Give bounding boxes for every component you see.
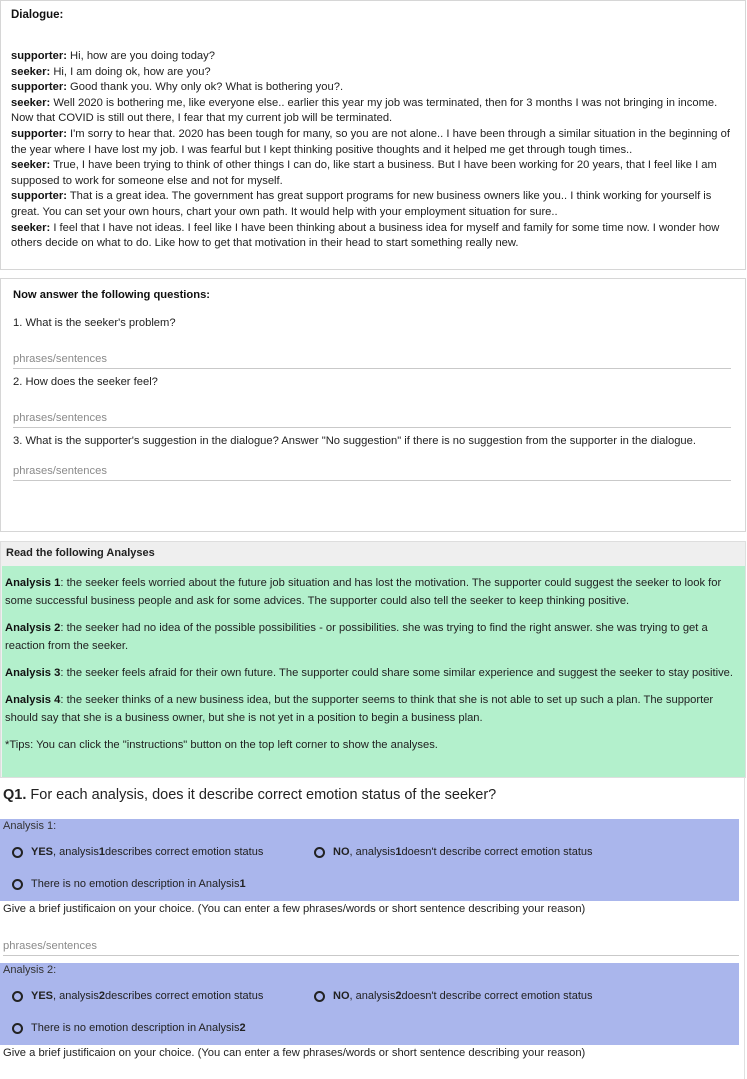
card-label: Analysis 1: — [3, 820, 57, 832]
analysis-2-no-option[interactable] — [314, 990, 593, 1002]
page-border — [744, 778, 745, 1079]
turn-text: True, I have been trying to think of other things I can do, like start a business. But I have been working for 20 years, that I feel like I am supposed to work for someone else and not for myself. — [11, 159, 717, 187]
yes-label: YES — [31, 990, 54, 1002]
analysis-label: Analysis 1 — [5, 577, 61, 589]
turn-speaker: supporter: — [11, 190, 67, 203]
analysis-label: Analysis 2 — [5, 622, 61, 634]
no-label: NO — [333, 846, 350, 858]
yes-rest: describes correct emotion status — [105, 990, 264, 1002]
dialogue-turn — [11, 65, 735, 81]
turn-speaker: supporter: — [11, 127, 67, 140]
analyses-title: Read the following Analyses — [6, 547, 155, 559]
yes-num: 2 — [98, 990, 105, 1002]
analysis-2-justify-label: Give a brief justificaion on your choice. (You can enter a few phrases/words or short sentence describing your reason) — [3, 1047, 586, 1059]
turn-text: Good thank you. Why only ok? What is bothering you?. — [70, 81, 344, 94]
turn-speaker: seeker: — [11, 65, 51, 78]
analysis-1-yes-option[interactable] — [12, 846, 263, 858]
turn-text: I feel that I have not ideas. I feel like I have been thinking about a business idea for myself and family for some time now. I wonder how others decide on what to do. Like how to get that motivation in their head to start something really new. — [11, 221, 720, 250]
analysis-2-rating-card — [0, 963, 739, 1045]
analysis-text: : the seeker had no idea of the possible possibilities - or possibilities. she was trying to find the right answer. she was trying to get a reaction from the seeker. — [5, 622, 708, 652]
question-2-input[interactable] — [13, 412, 731, 428]
no-rest: doesn't describe correct emotion status — [401, 990, 593, 1002]
no-mid: , analysis — [349, 990, 396, 1002]
dialogue-turns — [11, 49, 735, 252]
question-1-text: 1. What is the seeker's problem? — [13, 317, 176, 329]
question-1-input[interactable] — [13, 353, 731, 369]
none-text: There is no emotion description in Analysis — [31, 1022, 240, 1034]
radio-circle-icon[interactable] — [314, 847, 325, 858]
analysis-item — [5, 664, 741, 682]
dialogue-turn — [11, 49, 735, 65]
analysis-text: : the seeker thinks of a new business idea, but the supporter seems to think that she is not able to set up such a plan. The supporter should say that she is a business owner, but she is not yet in a position to begin a business plan. — [5, 694, 714, 724]
turn-text: Hi, how are you doing today? — [70, 50, 215, 62]
dialogue-turn — [11, 158, 735, 189]
q1-text: For each analysis, does it describe correct emotion status of the seeker? — [26, 787, 497, 803]
no-rest: doesn't describe correct emotion status — [401, 846, 593, 858]
card-label: Analysis 2: — [3, 964, 57, 976]
analysis-1-no-option[interactable] — [314, 846, 593, 858]
questions-panel — [0, 278, 746, 532]
no-num: 1 — [395, 846, 402, 858]
turn-speaker: seeker: — [11, 96, 51, 109]
no-label: NO — [333, 990, 350, 1002]
analysis-item — [5, 691, 741, 727]
dialogue-turn — [11, 80, 735, 96]
dialogue-turn — [11, 221, 735, 252]
radio-circle-icon[interactable] — [314, 991, 325, 1002]
radio-circle-icon[interactable] — [12, 847, 23, 858]
analysis-2-yes-option[interactable] — [12, 990, 263, 1002]
no-num: 2 — [395, 990, 402, 1002]
analysis-1-rating-card — [0, 819, 739, 901]
yes-num: 1 — [98, 846, 105, 858]
none-num: 2 — [239, 1022, 246, 1034]
turn-text: Hi, I am doing ok, how are you? — [53, 65, 211, 78]
turn-speaker: supporter: — [11, 81, 67, 94]
dialogue-panel — [0, 0, 746, 270]
q1-heading — [3, 787, 496, 803]
dialogue-turn — [11, 96, 735, 127]
no-mid: , analysis — [349, 846, 396, 858]
analysis-1-justify-input[interactable] — [3, 940, 739, 956]
yes-mid: , analysis — [53, 990, 99, 1002]
analysis-label: Analysis 3 — [5, 667, 61, 679]
turn-text: Well 2020 is bothering me, like everyone else.. earlier this year my job was terminated, then for 3 months I was not bringing in income. Now that COVID is still out there, I fear that my current job will be terminated. — [11, 96, 718, 125]
analysis-2-none-option[interactable] — [12, 1022, 246, 1034]
dialogue-title: Dialogue: — [11, 9, 64, 21]
dialogue-turn — [11, 189, 735, 220]
analysis-item — [5, 574, 741, 610]
radio-circle-icon[interactable] — [12, 1023, 23, 1034]
questions-heading: Now answer the following questions: — [13, 289, 211, 301]
radio-circle-icon[interactable] — [12, 879, 23, 890]
analysis-label: Analysis 4 — [5, 694, 61, 706]
analysis-1-justify-label: Give a brief justificaion on your choice. (You can enter a few phrases/words or short sentence describing your reason) — [3, 903, 586, 915]
question-2-text: 2. How does the seeker feel? — [13, 376, 158, 388]
analysis-text: : the seeker feels afraid for their own future. The supporter could share some similar experience and suggest the seeker to stay positive. — [60, 667, 733, 679]
dialogue-turn — [11, 127, 735, 158]
analyses-panel — [0, 541, 746, 778]
yes-label: YES — [31, 846, 54, 858]
radio-circle-icon[interactable] — [12, 991, 23, 1002]
yes-rest: describes correct emotion status — [105, 846, 264, 858]
yes-mid: , analysis — [53, 846, 99, 858]
turn-speaker: seeker: — [11, 159, 51, 172]
turn-text: That is a great idea. The government has great support programs for new business owners like you.. I think working for yourself is great. You can set your own hours, chart your own path. It would help with your employment situation for sure.. — [11, 190, 712, 218]
analysis-text: : the seeker feels worried about the future job situation and has lost the motivation. The supporter could suggest the seeker to look for some successful business people and ask for some advices. The supporter could also tell the seeker to keep thinking positive. — [5, 577, 722, 607]
none-text: There is no emotion description in Analysis — [31, 878, 240, 890]
analyses-tips: *Tips: You can click the "instructions" button on the top left corner to show the analyses. — [5, 739, 438, 751]
turn-speaker: seeker: — [11, 221, 51, 234]
turn-text: I'm sorry to hear that. 2020 has been tough for many, so you are not alone.. I have been through a similar situation in the beginning of the year where I have lost my job. I was fearful but I kept thinking positive thoughts and it helped me get through tough times.. — [11, 127, 730, 156]
question-3-text: 3. What is the supporter's suggestion in the dialogue? Answer "No suggestion" if there is no suggestion from the supporter in the dialogue. — [13, 435, 696, 447]
turn-speaker: supporter: — [11, 50, 67, 62]
question-3-input[interactable] — [13, 465, 731, 481]
none-num: 1 — [239, 878, 246, 890]
analysis-item — [5, 619, 741, 655]
analysis-1-none-option[interactable] — [12, 878, 246, 890]
q1-label: Q1. — [3, 787, 27, 803]
analyses-list — [2, 566, 745, 777]
